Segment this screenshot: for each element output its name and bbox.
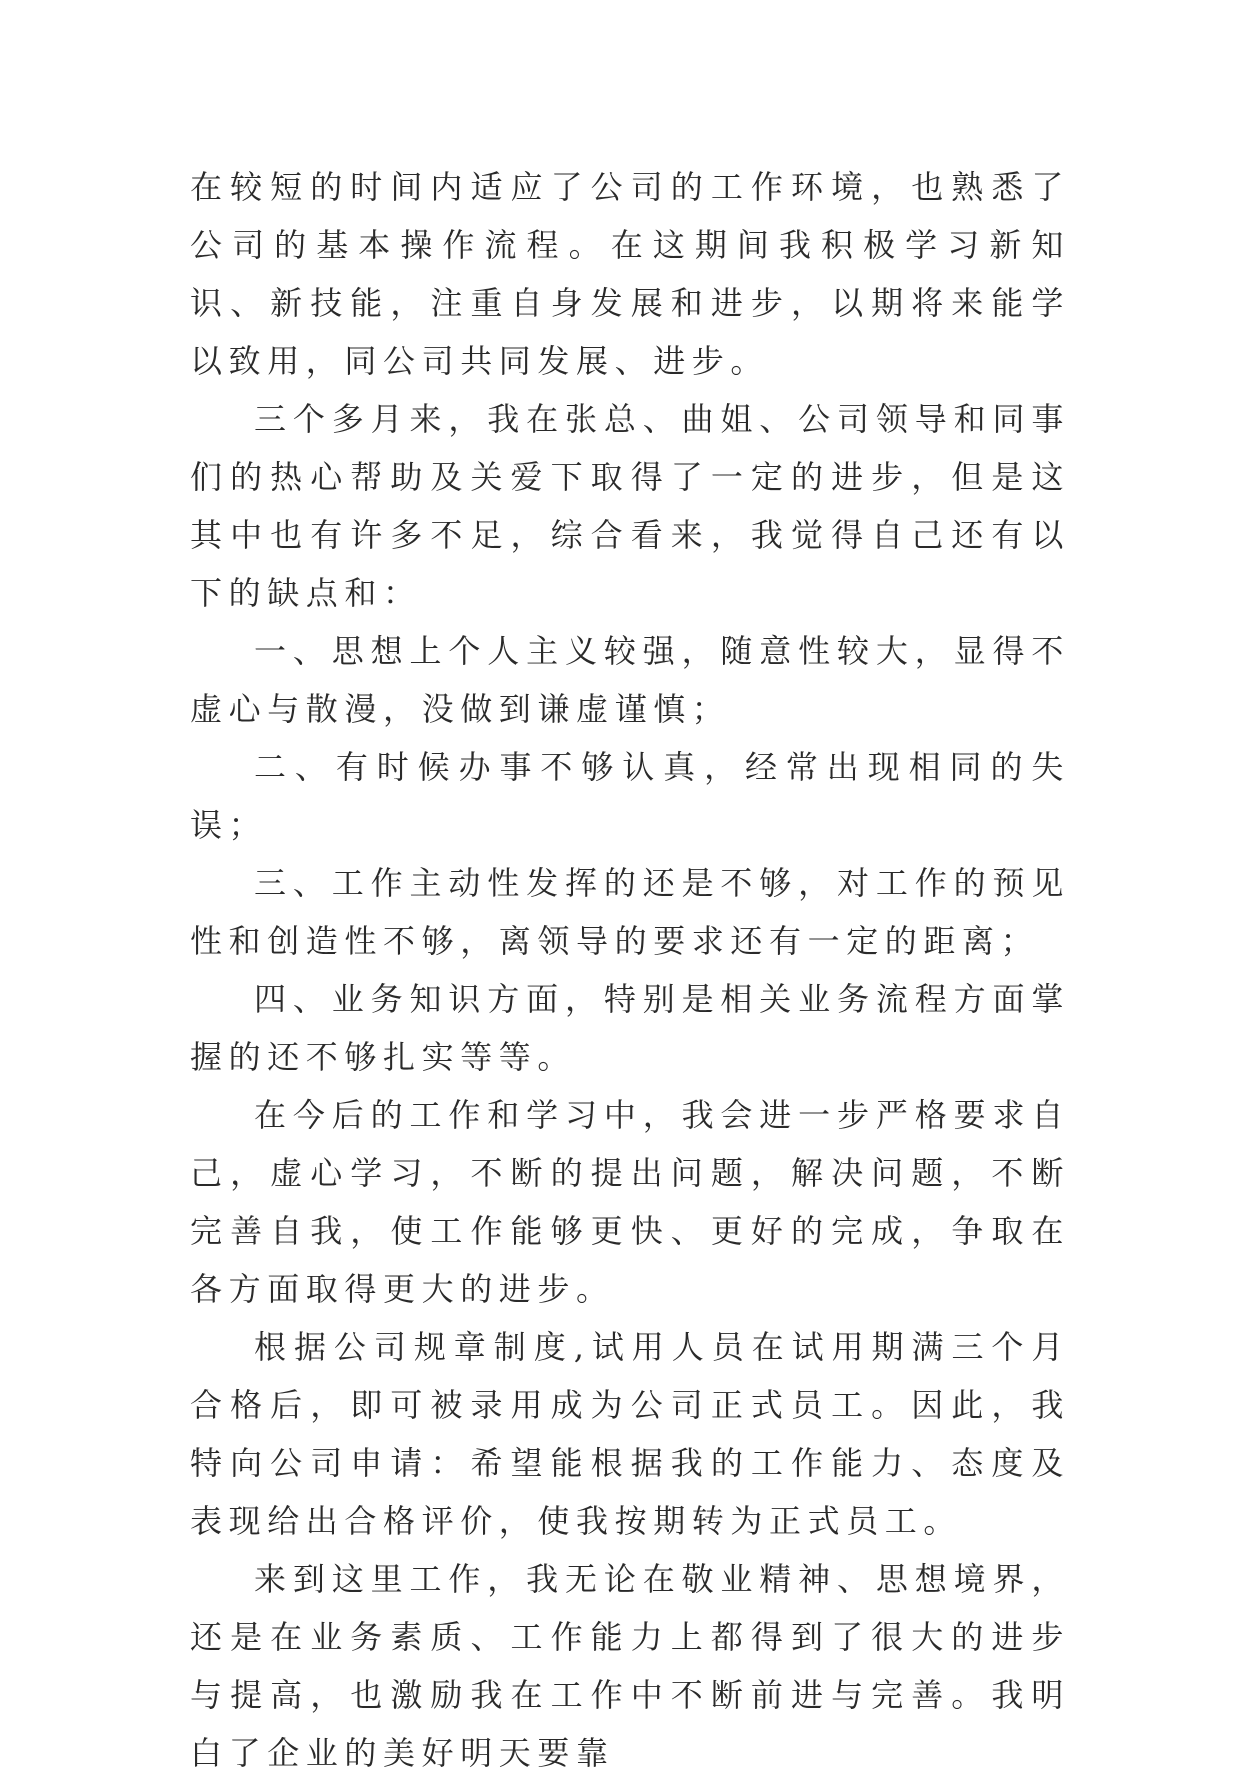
document-body: [190, 158, 1070, 1782]
paragraph-progress: 三个多月来，我在张总、曲姐、公司领导和同事们的热心帮助及关爱下取得了一定的进步，但是这其中也有许多不足，综合看来，我觉得自己还有以下的缺点和：: [190, 400, 1070, 612]
paragraph-shortcoming-3: 三、工作主动性发挥的还是不够，对工作的预见性和创造性不够，离领导的要求还有一定的距离；: [190, 864, 1070, 960]
paragraph-shortcoming-2: 二、有时候办事不够认真，经常出现相同的失误；: [190, 748, 1070, 844]
paragraph-application: 根据公司规章制度,试用人员在试用期满三个月合格后，即可被录用成为公司正式员工。因此，我特向公司申请：希望能根据我的工作能力、态度及表现给出合格评价，使我按期转为正式员工。: [190, 1328, 1070, 1540]
paragraph-shortcoming-1: 一、思想上个人主义较强，随意性较大，显得不虚心与散漫，没做到谦虚谨慎；: [190, 632, 1070, 728]
paragraph-shortcoming-4: 四、业务知识方面，特别是相关业务流程方面掌握的还不够扎实等等。: [190, 980, 1070, 1076]
paragraph-continuation: 在较短的时间内适应了公司的工作环境，也熟悉了公司的基本操作流程。在这期间我积极学习新知识、新技能，注重自身发展和进步，以期将来能学以致用，同公司共同发展、进步。: [190, 168, 1070, 380]
paragraph-reflection: 来到这里工作，我无论在敬业精神、思想境界，还是在业务素质、工作能力上都得到了很大的进步与提高，也激励我在工作中不断前进与完善。我明白了企业的美好明天要靠: [190, 1560, 1070, 1772]
paragraph-future-plan: 在今后的工作和学习中，我会进一步严格要求自己，虚心学习，不断的提出问题，解决问题，不断完善自我，使工作能够更快、更好的完成，争取在各方面取得更大的进步。: [190, 1096, 1070, 1308]
